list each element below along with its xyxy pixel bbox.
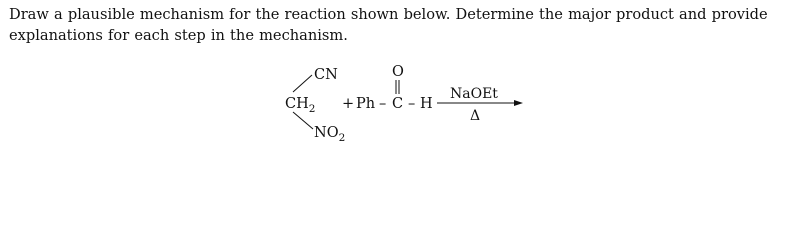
bond-ch2-cn [293, 75, 312, 92]
nitro-group-label: $NO_2$ [314, 125, 346, 144]
nitrile-group-label: CN [314, 67, 338, 83]
bond-dash-left: – [379, 96, 387, 112]
aldehyde-hydrogen-label: H [420, 96, 433, 112]
carbonyl-oxygen-label: O [392, 64, 404, 80]
question-text: Draw a plausible mechanism for the reaction shown below. Determine the major product and provide explanations for each step in the mechanism. [9, 6, 768, 44]
phenyl-label: Ph [356, 96, 376, 112]
plus-sign: + [342, 96, 355, 112]
reaction-arrow-head-icon [514, 100, 523, 106]
carbonyl-carbon-label: C [392, 96, 404, 112]
bond-dash-right: – [408, 96, 416, 112]
reagent-label: NaOEt [450, 86, 498, 102]
methylene-carbon-label: $CH_2$ [285, 96, 316, 115]
heat-condition-label: Δ [470, 108, 481, 124]
